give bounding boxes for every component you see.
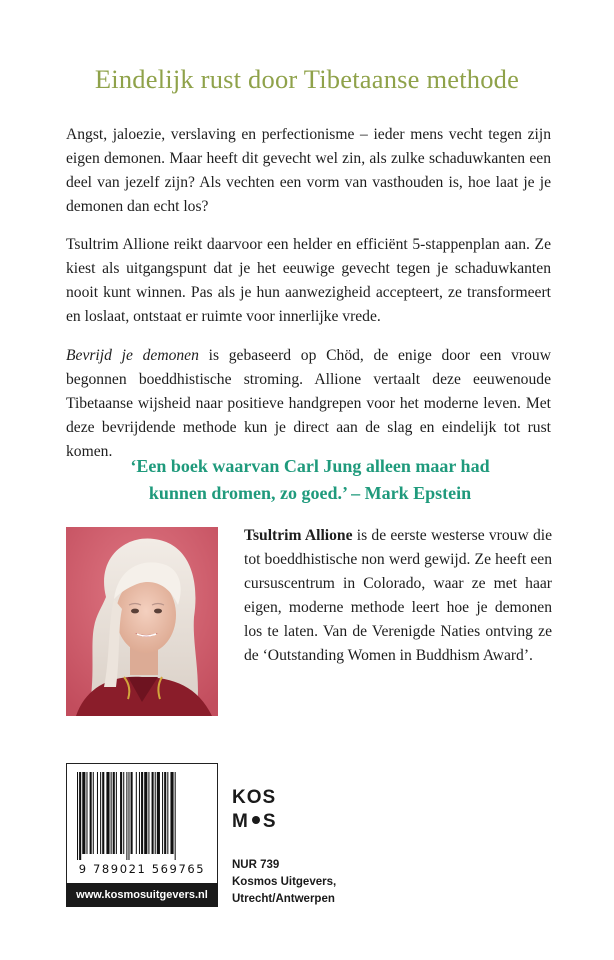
barcode-bar (141, 772, 143, 854)
barcode-bar (106, 772, 109, 854)
author-portrait-image (66, 527, 218, 716)
barcode-bar (120, 772, 122, 854)
barcode-bar (97, 772, 98, 854)
publisher-name: Kosmos Uitgevers, (232, 876, 337, 888)
barcode-bar (116, 772, 117, 854)
barcode-bar (131, 772, 133, 854)
barcode-bar (100, 772, 101, 854)
author-bio (244, 524, 552, 668)
paragraph-intro: Angst, jaloezie, verslaving en perfectionisme – ieder mens vecht tegen zijn eigen demonen. Maar heeft dit gevecht wel zin, als zulke schaduwkanten een deel van jezelf zijn? Als vechten een vorm van vasthouden is, hoe laat je je demonen dan echt los? (66, 126, 551, 215)
barcode-bar (128, 772, 129, 860)
barcode-image (75, 772, 209, 862)
logo-letter-m: M (232, 811, 249, 832)
barcode-bar (155, 772, 156, 854)
headline: Eindelijk rust door Tibetaanse methode (94, 64, 520, 94)
author-photo (66, 527, 218, 716)
quote-line-2: kunnen dromen, zo goed.’ – Mark Epstein (148, 483, 472, 503)
barcode-bar (170, 772, 173, 854)
paragraph-book-text: is gebaseerd op Chöd, de enige door een vrouw begonnen boeddhistische stroming. Allione vertaalt deze eeuwenoude Tibetaanse wijsheid naar positieve handgrepen voor het moderne leven. Met deze bevrijdende methode kun je direct aan de slag en eindelijk tot rust komen. (66, 347, 551, 460)
nur-code: NUR 739 (232, 859, 280, 871)
barcode-bar (139, 772, 140, 854)
barcode-bar (148, 772, 149, 854)
barcode-bar (82, 772, 85, 854)
author-name: Tsultrim Allione (244, 527, 353, 544)
publisher-city: Utrecht/Antwerpen (232, 893, 335, 905)
barcode-bar (111, 772, 112, 854)
logo-row-2 (232, 810, 277, 834)
barcode-bar (77, 772, 78, 860)
endorsement-quote (60, 453, 560, 507)
barcode-bar (175, 772, 176, 860)
barcode-bar (164, 772, 166, 854)
barcode-box (66, 763, 218, 907)
logo-row-1: KOS (232, 787, 277, 808)
barcode-bar (123, 772, 124, 854)
barcode-bar (144, 772, 147, 854)
barcode-bar (162, 772, 163, 854)
barcode-bar (152, 772, 154, 854)
barcode-bar (79, 772, 81, 860)
kosmos-logo (232, 786, 277, 834)
paragraph-method: Tsultrim Allione reikt daarvoor een helder en efficiënt 5-stappenplan aan. Ze kiest als uitgangspunt dat je het eeuwige gevecht tegen je schaduwkanten nooit kunt winnen. Pas als je hun aanwezigheid accepteert, ze transformeert en loslaat, ontstaat er ruimte voor innerlijke vrede. (66, 236, 551, 325)
barcode-bar (113, 772, 115, 854)
barcode-bar (167, 772, 168, 854)
publisher-info (232, 857, 336, 908)
quote-line-1: ‘Een boek waarvan Carl Jung alleen maar had (130, 456, 490, 476)
publisher-website[interactable]: www.kosmosuitgevers.nl (66, 883, 218, 907)
isbn-number: 9 789021 569765 (78, 862, 206, 876)
logo-letter-s: S (262, 811, 277, 832)
barcode-bar (126, 772, 127, 860)
barcode-bar (93, 772, 94, 854)
book-title: Bevrijd je demonen (66, 347, 199, 364)
barcode-bar (157, 772, 160, 854)
logo-dot-icon (252, 816, 260, 824)
barcode-bar (102, 772, 104, 854)
barcode-bar (136, 772, 137, 854)
paragraph-book (66, 344, 551, 464)
author-bio-text: is de eerste westerse vrouw die tot boeddhistische non werd gewijd. Ze heeft een cursuscentrum in Colorado, waar ze met haar eigen, moderne methode leert hoe je demonen los te laten. Van de Verenigde Naties ontving ze de ‘Outstanding Women in Buddhism Award’. (244, 527, 553, 664)
barcode-bar (90, 772, 92, 854)
barcode-bar (86, 772, 87, 854)
